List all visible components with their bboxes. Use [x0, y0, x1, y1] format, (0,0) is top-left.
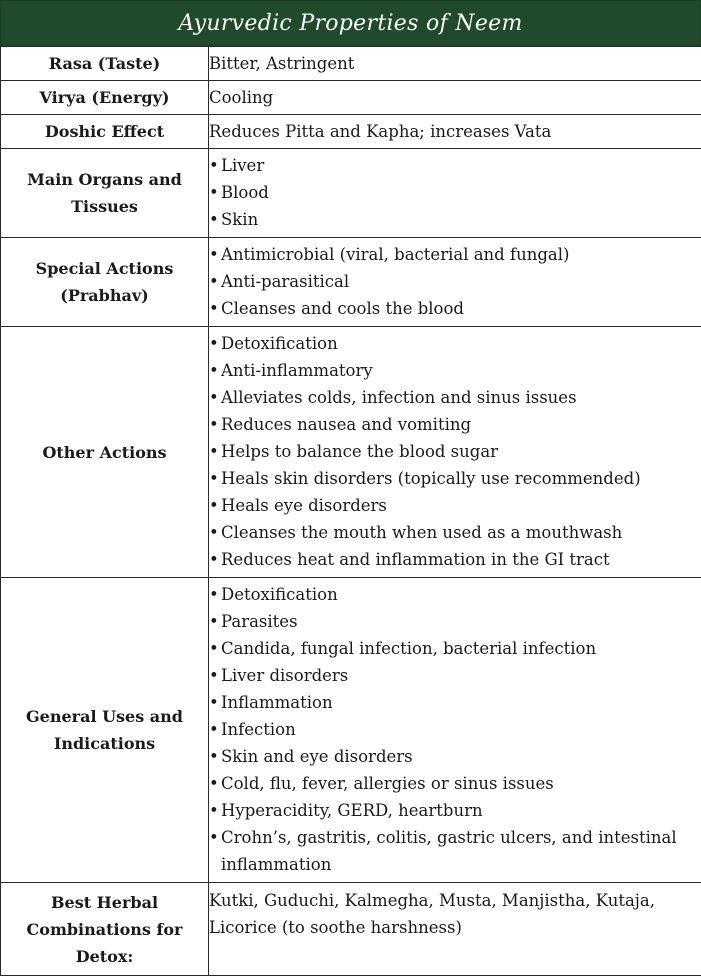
bullet-list [209, 241, 701, 322]
row-value: Kutki, Guduchi, Kalmegha, Musta, Manjistha, Kutaja, Licorice (to soothe harshness) [209, 883, 701, 976]
bullet-list [209, 581, 701, 878]
list-item: • Heals eye disorders [209, 492, 701, 519]
table-title: Ayurvedic Properties of Neem [0, 0, 701, 46]
list-item: • Parasites [209, 608, 701, 635]
list-item: • Inflammation [209, 689, 701, 716]
list-item: • Anti-parasitical [209, 268, 701, 295]
list-item: • Cleanses and cools the blood [209, 295, 701, 322]
list-item: • Candida, fungal infection, bacterial infection [209, 635, 701, 662]
table-row [1, 327, 701, 578]
row-label: Rasa (Taste) [1, 47, 209, 81]
list-item: • Helps to balance the blood sugar [209, 438, 701, 465]
list-item: • Crohn’s, gastritis, colitis, gastric ulcers, and intestinal inflammation [209, 824, 701, 878]
table-row [1, 883, 701, 976]
table-row [1, 47, 701, 81]
table-row [1, 578, 701, 883]
list-item: • Infection [209, 716, 701, 743]
list-item: • Skin [209, 206, 701, 233]
list-item: • Skin and eye disorders [209, 743, 701, 770]
list-item: • Antimicrobial (viral, bacterial and fungal) [209, 241, 701, 268]
list-item: • Reduces heat and inflammation in the GI tract [209, 546, 701, 573]
list-item: • Detoxification [209, 581, 701, 608]
row-value [209, 238, 701, 327]
table-row [1, 115, 701, 149]
list-item: • Heals skin disorders (topically use recommended) [209, 465, 701, 492]
list-item: • Detoxification [209, 330, 701, 357]
row-value [209, 578, 701, 883]
list-item: • Liver [209, 152, 701, 179]
row-label: Best Herbal Combinations for Detox: [1, 883, 209, 976]
row-value [209, 149, 701, 238]
row-label: Main Organs and Tissues [1, 149, 209, 238]
list-item: • Alleviates colds, infection and sinus issues [209, 384, 701, 411]
table-row [1, 81, 701, 115]
bullet-list [209, 330, 701, 573]
list-item: • Cleanses the mouth when used as a mouthwash [209, 519, 701, 546]
list-item: • Anti-inflammatory [209, 357, 701, 384]
list-item: • Cold, flu, fever, allergies or sinus issues [209, 770, 701, 797]
properties-table [0, 46, 701, 976]
bullet-list [209, 152, 701, 233]
list-item: • Hyperacidity, GERD, heartburn [209, 797, 701, 824]
row-value: Bitter, Astringent [209, 47, 701, 81]
list-item: • Liver disorders [209, 662, 701, 689]
list-item: • Blood [209, 179, 701, 206]
table-row [1, 149, 701, 238]
table-row [1, 238, 701, 327]
list-item: • Reduces nausea and vomiting [209, 411, 701, 438]
row-label: Virya (Energy) [1, 81, 209, 115]
row-label: Special Actions (Prabhav) [1, 238, 209, 327]
row-label: Other Actions [1, 327, 209, 578]
row-label: Doshic Effect [1, 115, 209, 149]
row-label: General Uses and Indications [1, 578, 209, 883]
row-value [209, 327, 701, 578]
row-value: Reduces Pitta and Kapha; increases Vata [209, 115, 701, 149]
row-value: Cooling [209, 81, 701, 115]
